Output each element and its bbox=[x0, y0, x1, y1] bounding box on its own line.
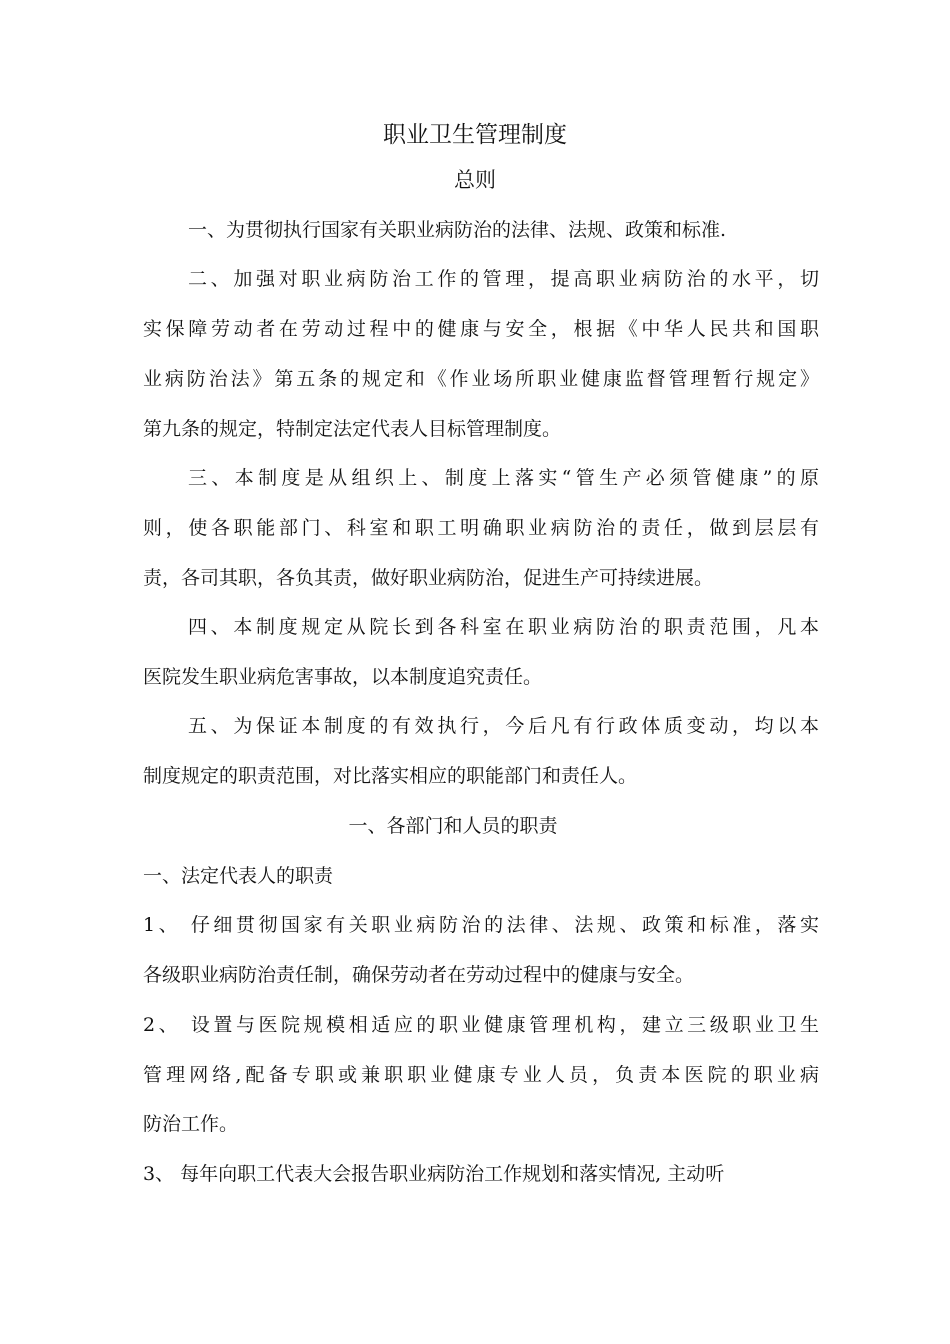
paragraph-line: 一、为贯彻执行国家有关职业病防治的法律、法规、政策和标准. bbox=[188, 219, 727, 241]
paragraph-line: 三、本制度是从组织上、制度上落实“管生产必须管健康”的原 bbox=[188, 467, 819, 489]
paragraph-line: 医院发生职业病危害事故，以本制度追究责任。 bbox=[143, 666, 543, 688]
paragraph-line: 制度规定的职责范围，对比落实相应的职能部门和责任人。 bbox=[143, 765, 638, 787]
list-item-line: 管理网络,配备专职或兼职职业健康专业人员，负责本医院的职业病 bbox=[143, 1064, 819, 1086]
paragraph-line: 第九条的规定，特制定法定代表人目标管理制度。 bbox=[143, 418, 562, 440]
paragraph-line: 则，使各职能部门、科室和职工明确职业病防治的责任，做到层层有 bbox=[143, 517, 819, 539]
paragraph-line: 业病防治法》第五条的规定和《作业场所职业健康监督管理暂行规定》 bbox=[143, 368, 819, 390]
paragraph-line: 二、加强对职业病防治工作的管理，提高职业病防治的水平，切 bbox=[188, 268, 819, 290]
paragraph-line: 五、为保证本制度的有效执行，今后凡有行政体质变动，均以本 bbox=[188, 715, 819, 737]
paragraph-line: 责，各司其职，各负其责，做好职业病防治，促进生产可持续进展。 bbox=[143, 567, 714, 589]
subsection-heading: 一、法定代表人的职责 bbox=[143, 865, 334, 887]
document-subtitle: 总则 bbox=[454, 168, 496, 192]
list-item-line: 3、 每年向职工代表大会报告职业病防治工作规划和落实情况, 主动听 bbox=[143, 1163, 725, 1185]
paragraph-line: 四、本制度规定从院长到各科室在职业病防治的职责范围，凡本 bbox=[188, 616, 819, 638]
list-item-line: 防治工作。 bbox=[143, 1113, 239, 1135]
list-item-line: 各级职业病防治责任制，确保劳动者在劳动过程中的健康与安全。 bbox=[143, 964, 695, 986]
document-title: 职业卫生管理制度 bbox=[383, 122, 567, 148]
list-item-line: 1、 仔细贯彻国家有关职业病防治的法律、法规、政策和标准，落实 bbox=[143, 914, 819, 936]
list-item-line: 2、 设置与医院规模相适应的职业健康管理机构，建立三级职业卫生 bbox=[143, 1014, 819, 1036]
section-heading: 一、各部门和人员的职责 bbox=[348, 815, 558, 837]
paragraph-line: 实保障劳动者在劳动过程中的健康与安全，根据《中华人民共和国职 bbox=[143, 318, 819, 340]
